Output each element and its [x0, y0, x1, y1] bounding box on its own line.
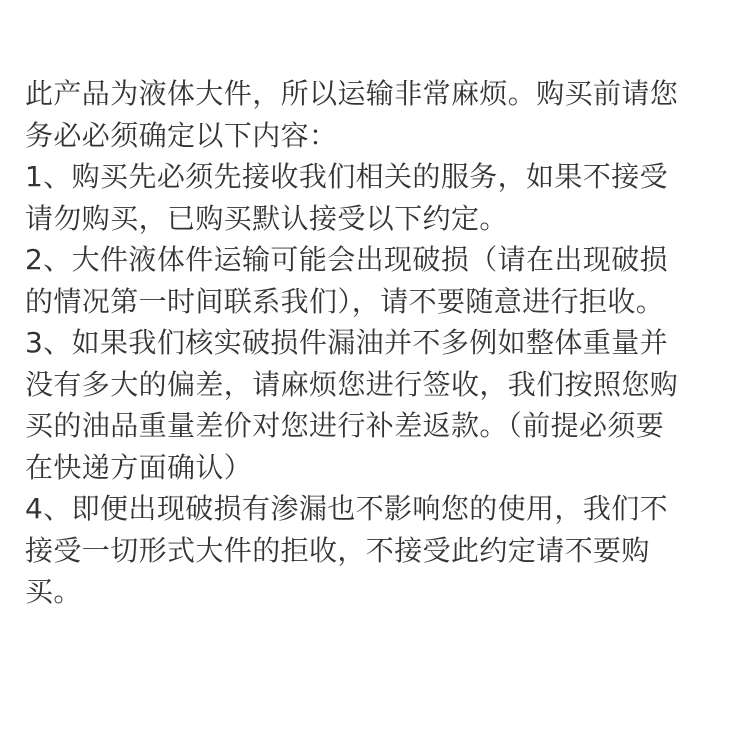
notice-line-rule-4-cont-a: 接受一切形式大件的拒收，不接受此约定请不要购	[25, 533, 650, 567]
notice-line-intro-cont: 务必必须确定以下内容：	[25, 118, 338, 152]
notice-line-intro: 此产品为液体大件，所以运输非常麻烦。购买前请您	[25, 77, 679, 110]
notice-line-rule-3-cont-c: 在快递方面确认）	[25, 450, 253, 484]
notice-line-rule-2: 2、大件液体件运输可能会出现破损（请在出现破损	[25, 243, 669, 276]
shipping-notice-text	[25, 73, 725, 613]
notice-line-rule-1: 1、购买先必须先接收我们相关的服务，如果不接受	[25, 160, 669, 193]
notice-line-rule-3: 3、如果我们核实破损件漏油并不多例如整体重量并	[25, 326, 669, 359]
notice-line-rule-4-cont-b: 买。	[25, 575, 82, 608]
notice-line-rule-4: 4、即便出现破损有渗漏也不影响您的使用，我们不	[25, 492, 669, 525]
notice-line-rule-1-cont: 请勿购买，已购买默认接受以下约定。	[25, 201, 508, 235]
notice-line-rule-3-cont-a: 没有多大的偏差，请麻烦您进行签收，我们按照您购	[25, 367, 679, 401]
notice-line-rule-3-cont-b: 买的油品重量差价对您进行补差返款。（前提必须要	[25, 409, 665, 442]
notice-line-rule-2-cont: 的情况第一时间联系我们），请不要随意进行拒收。	[25, 284, 665, 318]
